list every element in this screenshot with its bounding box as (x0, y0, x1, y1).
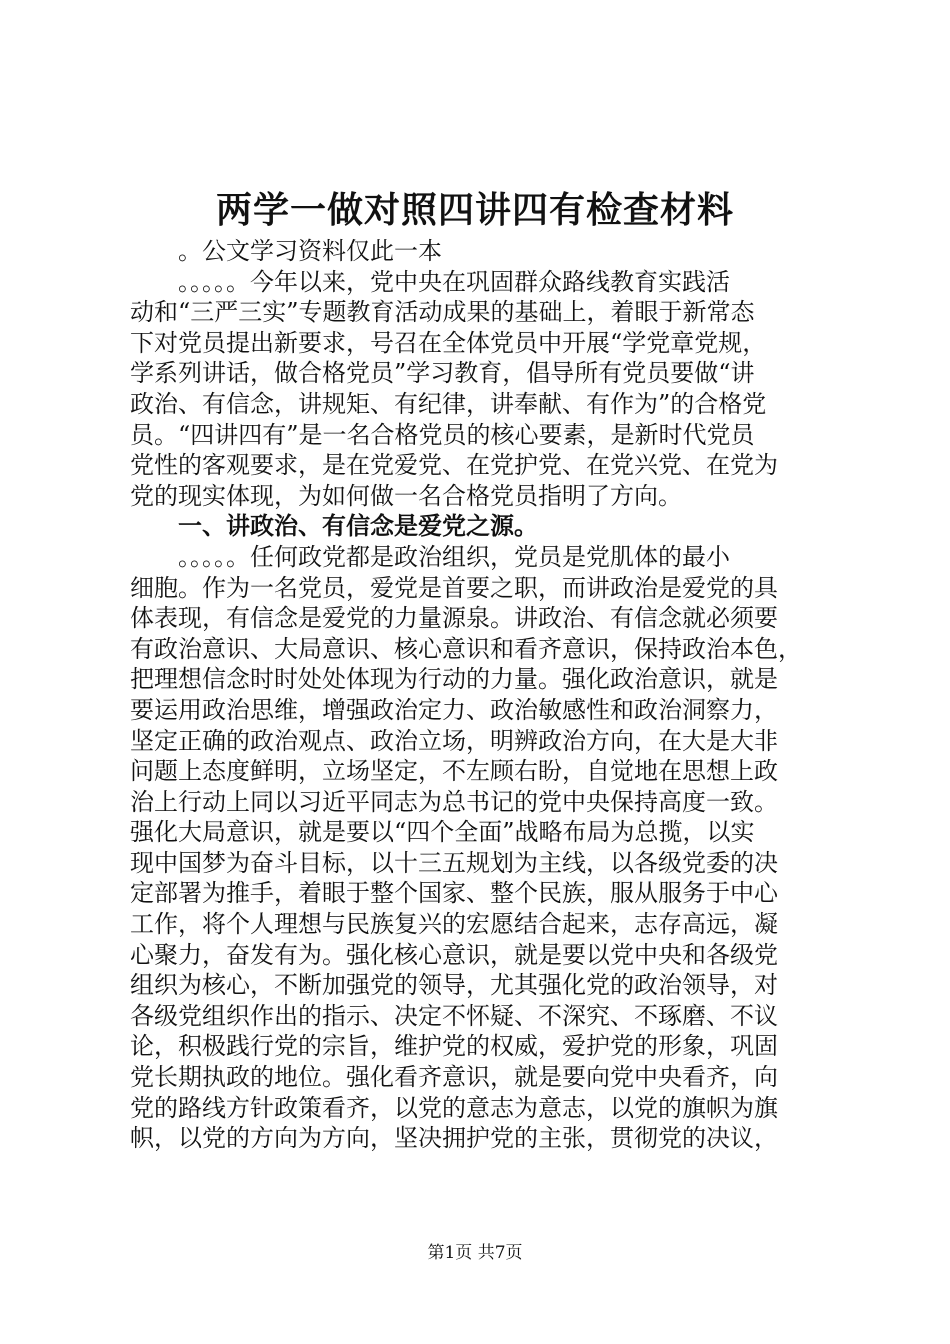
body-line: 要运用政治思维，增强政治定力、政治敏感性和政治洞察力， (130, 695, 778, 724)
body-line: 帜，以党的方向为方向，坚决拥护党的主张，贯彻党的决议， (130, 1124, 778, 1153)
body-line: 政治、有信念，讲规矩、有纪律，讲奉献、有作为”的合格党 (130, 389, 767, 418)
body-line: 组织为核心，不断加强党的领导，尤其强化党的政治领导，对 (130, 971, 778, 1000)
body-line: 员。“四讲四有”是一名合格党员的核心要素，是新时代党员 (130, 420, 755, 449)
body-line: 学系列讲话，做合格党员”学习教育，倡导所有党员要做“讲 (130, 359, 755, 388)
body-line: 定部署为推手，着眼于整个国家、整个民族，服从服务于中心 (130, 879, 778, 908)
body-line: 党的现实体现，为如何做一名合格党员指明了方向。 (130, 481, 682, 510)
body-line: 。。。。。任何政党都是政治组织，党员是党肌体的最小 (178, 542, 730, 571)
body-line: 现中国梦为奋斗目标，以十三五规划为主线，以各级党委的决 (130, 848, 778, 877)
body-line: 。公文学习资料仅此一本 (178, 237, 442, 265)
body-line: 问题上态度鲜明，立场坚定，不左顾右盼，自觉地在思想上政 (130, 757, 778, 786)
body-line: 心聚力，奋发有为。强化核心意识，就是要以党中央和各级党 (130, 940, 778, 969)
body-line: 细胞。作为一名党员，爱党是首要之职，而讲政治是爱党的具 (130, 573, 778, 602)
section-heading: 一、讲政治、有信念是爱党之源。 (178, 511, 538, 541)
body-line: 党性的客观要求，是在党爱党、在党护党、在党兴党、在党为 (130, 451, 778, 480)
body-line: 治上行动上同以习近平同志为总书记的党中央保持高度一致。 (130, 787, 778, 816)
document-body (130, 236, 830, 1154)
body-line: 各级党组织作出的指示、决定不怀疑、不深究、不琢磨、不议 (130, 1001, 778, 1030)
body-line: 。。。。。今年以来，党中央在巩固群众路线教育实践活 (178, 267, 730, 296)
body-line: 坚定正确的政治观点、政治立场，明辨政治方向，在大是大非 (130, 726, 778, 755)
body-line: 论，积极践行党的宗旨，维护党的权威，爱护党的形象，巩固 (130, 1032, 778, 1061)
body-line: 体表现，有信念是爱党的力量源泉。讲政治、有信念就必须要 (130, 604, 778, 633)
body-line: 工作，将个人理想与民族复兴的宏愿结合起来，志存高远，凝 (130, 910, 778, 939)
body-line: 强化大局意识，就是要以“四个全面”战略布局为总揽，以实 (130, 818, 755, 847)
body-line: 党的路线方针政策看齐，以党的意志为意志，以党的旗帜为旗 (130, 1093, 778, 1122)
body-line: 党长期执政的地位。强化看齐意识，就是要向党中央看齐，向 (130, 1063, 778, 1092)
body-line: 动和“三严三实”专题教育活动成果的基础上，着眼于新常态 (130, 298, 755, 327)
body-line: 把理想信念时时处处体现为行动的力量。强化政治意识，就是 (130, 665, 778, 694)
body-line: 下对党员提出新要求，号召在全体党员中开展“学党章党规， (130, 328, 767, 357)
document-title: 两学一做对照四讲四有检查材料 (215, 189, 734, 231)
body-line: 有政治意识、大局意识、核心意识和看齐意识，保持政治本色， (130, 634, 802, 663)
page-footer: 第1页 共7页 (427, 1243, 523, 1263)
